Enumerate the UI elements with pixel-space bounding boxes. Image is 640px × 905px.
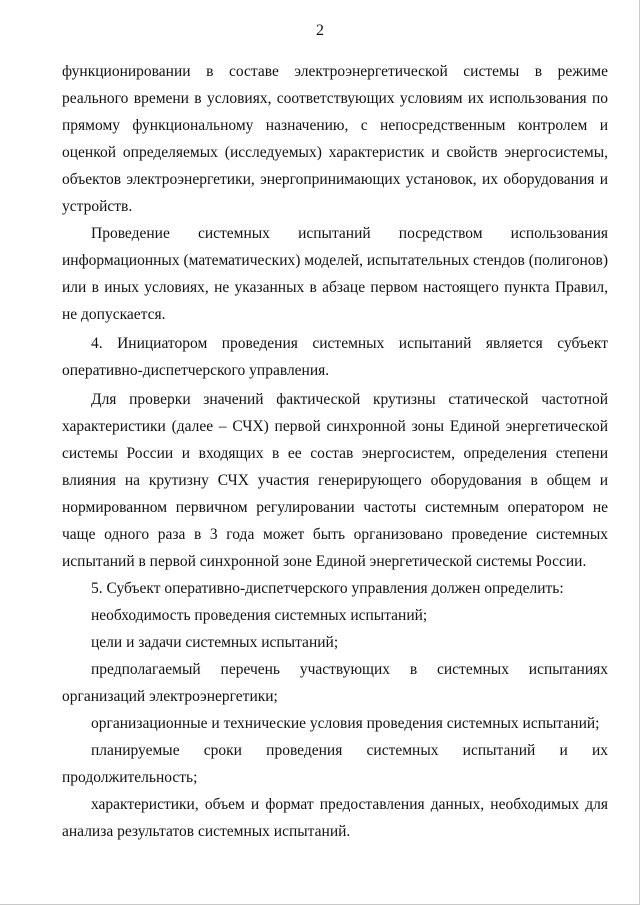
list-item-goals: цели и задачи системных испытаний; — [91, 634, 339, 651]
paragraph-prohibition: Проведение системных испытаний посредством использования информационных (математических) моделей, испытательных стендов (полигонов) или в иных условиях, не указанных в абзаце первом настоящего пункта Правил, не допускается. — [62, 225, 608, 323]
document-body — [62, 58, 608, 845]
list-item-necessity: необходимость проведения системных испытаний; — [91, 607, 428, 624]
list-item-conditions: организационные и технические условия проведения системных испытаний; — [91, 715, 600, 732]
list-item-data-format: характеристики, объем и формат предоставления данных, необходимых для анализа результатов системных испытаний. — [62, 796, 608, 840]
list-item-participants: предполагаемый перечень участвующих в системных испытаниях организаций электроэнергетики; — [62, 661, 608, 705]
paragraph-item-4: 4. Инициатором проведения системных испытаний является субъект оперативно-диспетчерского управления. — [62, 335, 608, 379]
paragraph-continuation: функционировании в составе электроэнергетической системы в режиме реального времени в условиях, соответствующих условиям их использования по прямому функциональному назначению, с непосредственным контролем и оценкой определяемых (исследуемых) характеристик и свойств энергосистемы, объектов электроэнергетики, энергопринимающих установок, их оборудования и устройств. — [62, 63, 608, 215]
list-item-schedule: планируемые сроки проведения системных испытаний и их продолжительность; — [62, 742, 608, 786]
page-number: 2 — [316, 22, 324, 39]
paragraph-frequency-check: Для проверки значений фактической крутизны статической частотной характеристики (далее – СЧХ) первой синхронной зоны Единой энергетической системы России и входящих в ее состав энергосистем, определения степени влияния на крутизну СЧХ участия генерирующего оборудования в общем и нормированном первичном регулировании частоты системным оператором не чаще одного раза в 3 года может быть организовано проведение системных испытаний в первой синхронной зоне Единой энергетической системы России. — [62, 391, 608, 570]
paragraph-item-5: 5. Субъект оперативно-диспетчерского управления должен определить: — [91, 580, 564, 597]
